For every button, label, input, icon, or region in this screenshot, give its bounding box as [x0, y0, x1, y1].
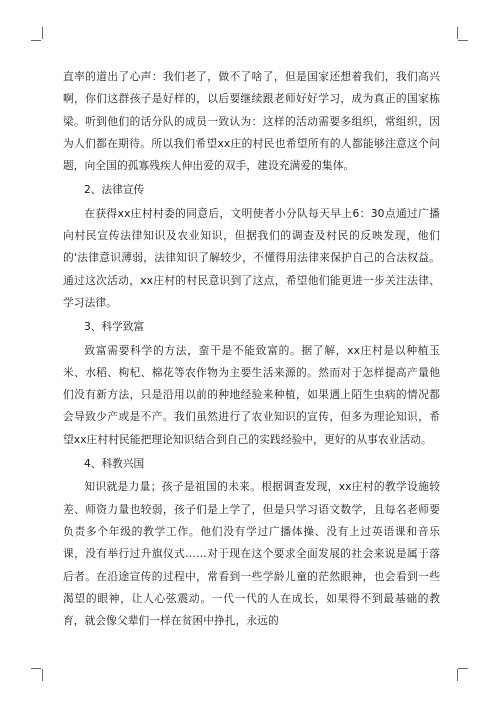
crop-mark-line [458, 40, 468, 41]
crop-mark-line [458, 668, 468, 669]
crop-mark-line [457, 669, 458, 681]
crop-mark-line [31, 668, 41, 669]
section-heading-education: 4、科教兴国 [84, 456, 145, 470]
crop-mark-line [42, 669, 43, 681]
section-heading-law: 2、法律宣传 [84, 182, 145, 196]
crop-mark-line [42, 27, 43, 39]
crop-mark-line [31, 40, 41, 41]
document-body [63, 66, 440, 632]
intro-paragraph: 直率的道出了心声：我们老了，做不了啥了，但是国家还想着我们，我们高兴啊，你们这群孩子是好样的，以后要继续跟老师好好学习，成为真正的国家栋梁。听到他们的话分队的成员一致认为：这样的活动需要多组织，常组织，因为人们都在期待。所以我们希望xx庄的村民也希望所有的人都能够注意这个问题，向全国的孤寡残疾人伸出爱的双手，建设充满爱的集体。 [63, 70, 440, 173]
section-body-education: 知识就是力量；孩子是祖国的未来。根据调查发现，xx庄村的教学设施较差、师资力量也较弱，孩子们是上学了，但是只学习语文数学，且每名老师要负责多个年级的教学工作。他们没有学过广播体操、没有上过英语课和音乐课，没有举行过升旗仪式……对于现在这个要求全面发展的社会来说是属于落后者。在沿途宣传的过程中，常看到一些学龄儿童的茫然眼神，也会看到一些渴望的眼神，让人心弦震动。一代一代的人在成长，如果得不到最基础的教育，就会像父辈们一样在贫困中挣扎，永远的 [63, 480, 440, 628]
section-heading-science: 3、科学致富 [84, 319, 145, 333]
crop-mark-line [457, 27, 458, 39]
section-body-science: 致富需要科学的方法，蛮干是不能致富的。据了解，xx庄村是以种植玉米、水稻、枸杞、棉花等农作物为主要生活来源的。然而对于怎样提高产量他们没有新方法，只是沿用以前的种地经验来种植，如果遇上陌生虫病的情况都会导致少产或是不产。我们虽然进行了农业知识的宣传，但多为理论知识，希望xx庄村村民能把理论知识结合到自己的实践经验中，更好的从事农业活动。 [63, 343, 440, 446]
section-body-law: 在获得xx庄村村委的同意后，文明使者小分队每天早上6：30点通过广播向村民宣传法律知识及农业知识，但据我们的调查及村民的反映发现，他们的'法律意识薄弱，法律知识了解较少，不懂得用法律来保护自己的合法权益。通过这次活动，xx庄村的村民意识到了这点，希望他们能更进一步关注法律、学习法律。 [63, 206, 440, 309]
